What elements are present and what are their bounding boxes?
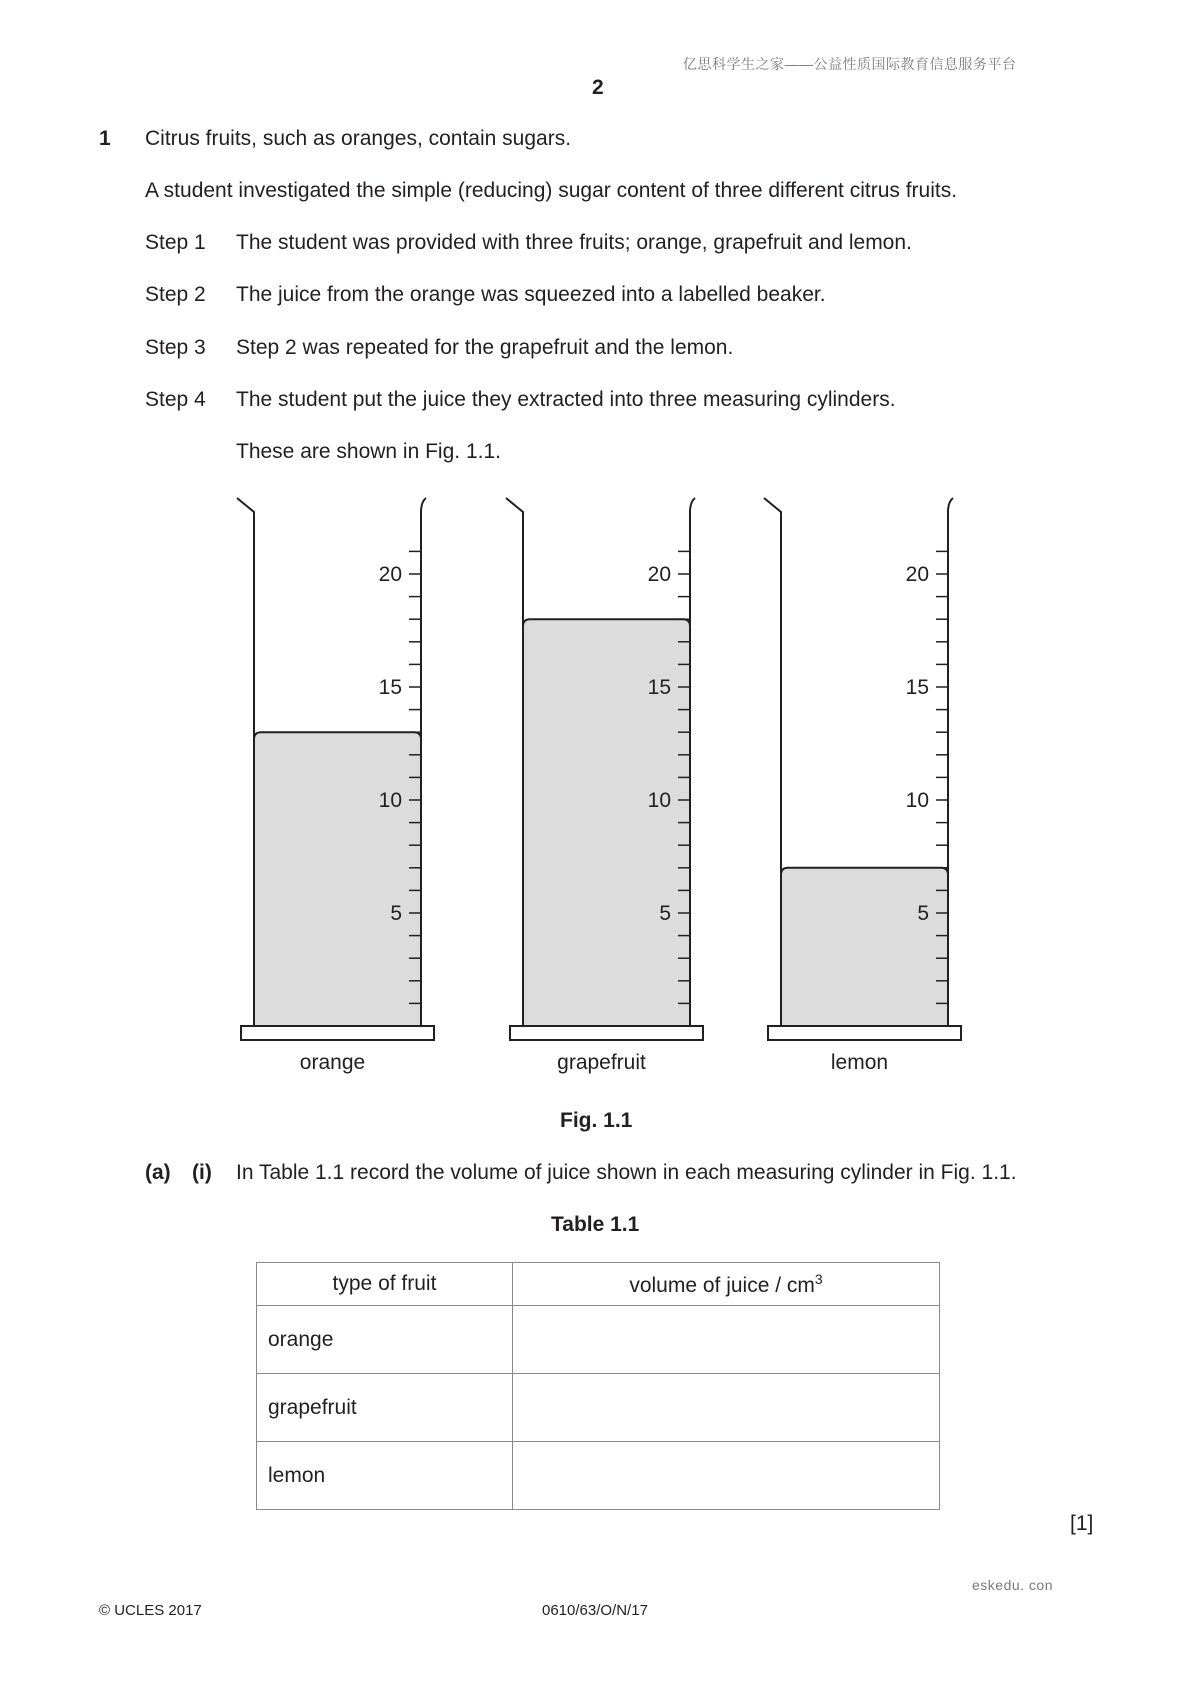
scale-label: 5	[659, 902, 671, 925]
part-i-label: (i)	[192, 1161, 212, 1184]
footer-copyright: © UCLES 2017	[99, 1602, 202, 1619]
scale-label: 20	[647, 563, 671, 586]
cylinder-base	[768, 1026, 961, 1040]
cylinder-right-wall	[948, 498, 953, 1026]
table-row	[257, 1442, 940, 1510]
scale-label: 15	[647, 676, 671, 699]
cylinder-right-wall	[690, 498, 695, 1026]
step-text: Step 2 was repeated for the grapefruit and the lemon.	[236, 336, 734, 359]
fruit-cell: lemon	[257, 1442, 513, 1510]
intro-line-1: Citrus fruits, such as oranges, contain sugars.	[145, 127, 572, 150]
step-label: Step 4	[145, 388, 206, 411]
cylinder-left-wall	[237, 498, 254, 1026]
scale-label: 15	[378, 676, 402, 699]
col-header-volume	[513, 1263, 940, 1306]
scale-label: 15	[905, 676, 929, 699]
header-watermark: 亿思科学生之家——公益性质国际教育信息服务平台	[683, 56, 1017, 72]
cylinder-label-lemon: lemon	[830, 1051, 889, 1074]
cylinder-label-orange: orange	[299, 1051, 366, 1074]
scale-label: 20	[378, 563, 402, 586]
scale-label: 10	[905, 789, 929, 812]
cylinder-base	[241, 1026, 434, 1040]
cylinder-label-grapefruit: grapefruit	[557, 1051, 646, 1074]
step-label: Step 2	[145, 283, 206, 306]
step-text: The student put the juice they extracted into three measuring cylinders.	[236, 388, 896, 411]
fruit-cell: orange	[257, 1306, 513, 1374]
volume-answer-cell[interactable]	[513, 1442, 940, 1510]
step-text: The juice from the orange was squeezed into a labelled beaker.	[236, 283, 826, 306]
volume-answer-cell[interactable]	[513, 1306, 940, 1374]
scale-label: 5	[917, 902, 929, 925]
step-label: Step 3	[145, 336, 206, 359]
step-text: The student was provided with three fruits; orange, grapefruit and lemon.	[236, 231, 912, 254]
footer-code: 0610/63/O/N/17	[542, 1602, 648, 1619]
fruit-cell: grapefruit	[257, 1374, 513, 1442]
table-title: Table 1.1	[551, 1213, 640, 1236]
shown-line: These are shown in Fig. 1.1.	[236, 440, 501, 463]
page-number: 2	[592, 76, 604, 99]
scale-label: 10	[647, 789, 671, 812]
question-number: 1	[99, 127, 111, 150]
volume-answer-cell[interactable]	[513, 1374, 940, 1442]
liquid-orange	[254, 732, 421, 1026]
liquid-lemon	[781, 868, 948, 1026]
cylinder-left-wall	[764, 498, 781, 1026]
scale-label: 10	[378, 789, 402, 812]
marks: [1]	[1070, 1512, 1094, 1535]
cylinder-base	[510, 1026, 703, 1040]
part-a-text: In Table 1.1 record the volume of juice shown in each measuring cylinder in Fig. 1.1.	[236, 1161, 1017, 1184]
col-header-fruit: type of fruit	[257, 1263, 513, 1306]
cylinder-right-wall	[421, 498, 426, 1026]
unit-superscript: 3	[814, 1270, 823, 1287]
table-row	[257, 1374, 940, 1442]
results-table	[256, 1262, 940, 1510]
figure-caption: Fig. 1.1	[560, 1109, 633, 1132]
table-row	[257, 1306, 940, 1374]
intro-line-2: A student investigated the simple (reducing) sugar content of three different citrus fruits.	[145, 179, 958, 202]
cylinder-left-wall	[506, 498, 523, 1026]
col-header-volume-text: volume of juice / cm	[629, 1273, 815, 1297]
step-label: Step 1	[145, 231, 206, 254]
scale-label: 5	[390, 902, 402, 925]
scale-label: 20	[905, 563, 929, 586]
part-a-label: (a)	[145, 1161, 171, 1184]
footer-site: eskedu. con	[972, 1577, 1053, 1593]
